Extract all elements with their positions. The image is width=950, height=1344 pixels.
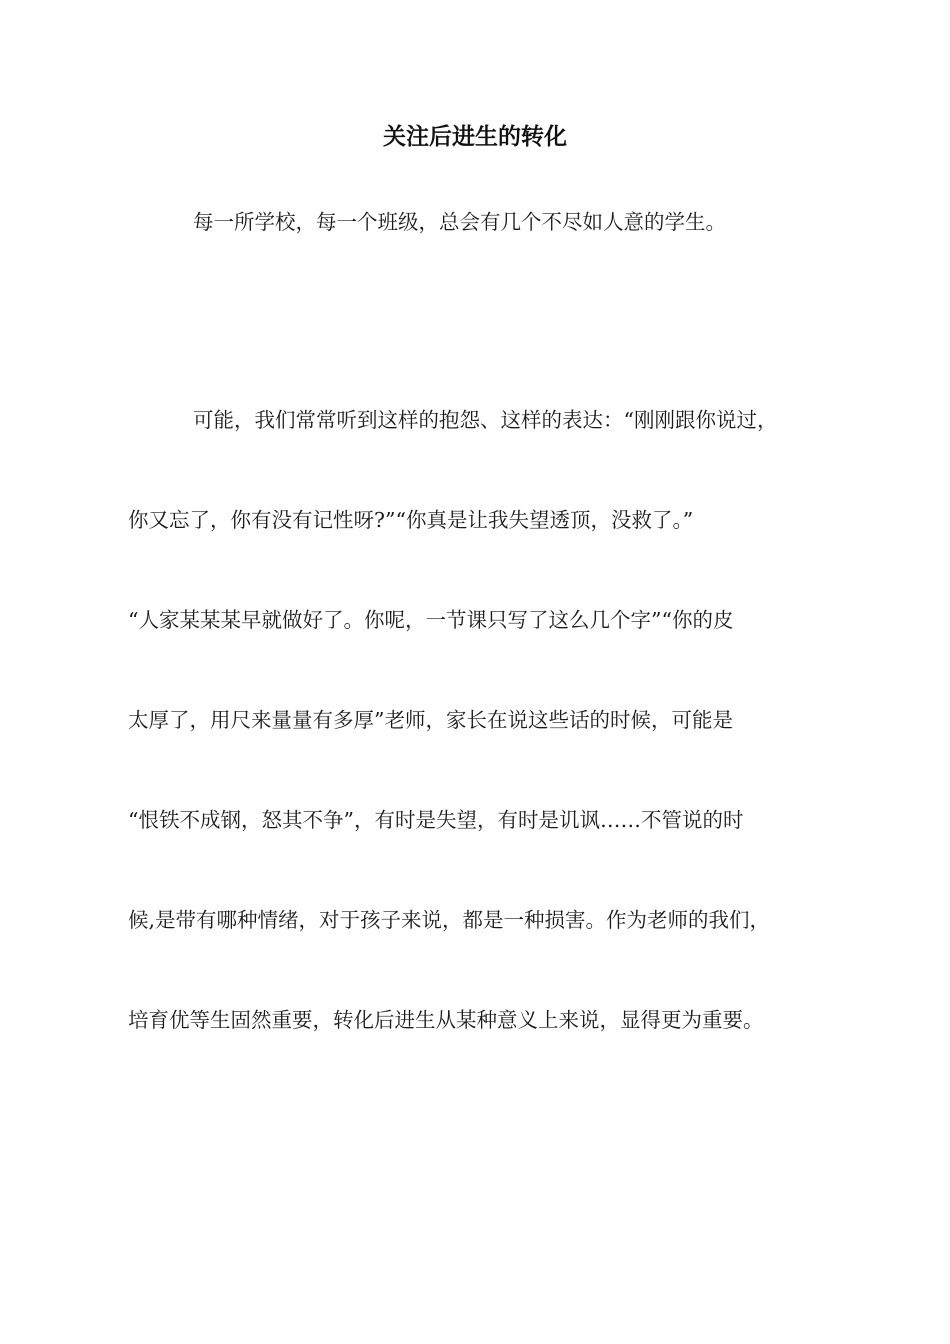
paragraph-2-line-6: 候,是带有哪种情绪，对于孩子来说，都是一种损害。作为老师的我们， [128, 908, 771, 932]
paragraph-2-line-3: “人家某某某早就做好了。你呢，一节课只写了这么几个字”“你的皮 [128, 608, 734, 632]
paragraph-2-line-7: 培育优等生固然重要，转化后进生从某种意义上来说，显得更为重要。 [128, 1008, 764, 1032]
paragraph-2-line-1: 可能，我们常常听到这样的抱怨、这样的表达：“刚刚跟你说过， [193, 408, 778, 432]
paragraph-1: 每一所学校，每一个班级，总会有几个不尽如人意的学生。 [193, 210, 726, 234]
paragraph-2-line-4: 太厚了，用尺来量量有多厚”老师，家长在说这些话的时候，可能是 [128, 708, 733, 732]
document-title: 关注后进生的转化 [383, 124, 567, 150]
paragraph-2-line-5: “恨铁不成钢，怒其不争”，有时是失望，有时是讥讽……不管说的时 [128, 808, 744, 832]
paragraph-2-line-2: 你又忘了，你有没有记性呀?”“你真是让我失望透顶，没救了。” [128, 508, 694, 532]
